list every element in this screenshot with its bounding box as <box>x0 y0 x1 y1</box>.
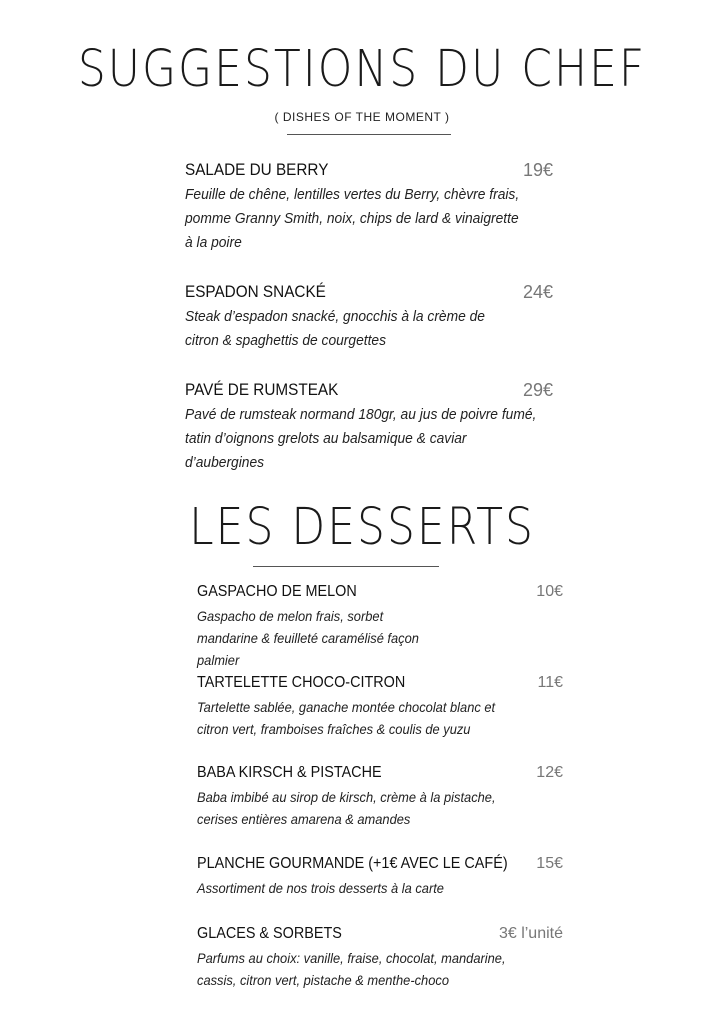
item-price: 12€ <box>536 764 563 781</box>
item-description: Parfums au choix: vanille, fraise, chocolat, mandarine, cassis, citron vert, pistache & menthe-choco <box>197 950 506 988</box>
item-description: Assortiment de nos trois desserts à la carte <box>197 880 444 896</box>
menu-item-salade <box>185 157 553 255</box>
item-description: Pavé de rumsteak normand 180gr, au jus de poivre fumé, tatin d’oignons grelots au balsamique & caviar d’aubergines <box>185 406 537 471</box>
section-title-suggestions: SUGGESTIONS DU CHEF <box>77 40 647 99</box>
menu-item-planche <box>197 851 563 899</box>
item-price: 29€ <box>522 380 553 400</box>
item-description: Tartelette sablée, ganache montée chocolat blanc et citron vert, framboises fraîches & coulis de yuzu <box>197 699 496 737</box>
item-price: 24€ <box>522 282 553 302</box>
item-price: 11€ <box>537 674 563 691</box>
item-name: PAVÉ DE RUMSTEAK <box>185 380 339 399</box>
item-price: 19€ <box>522 160 553 180</box>
item-description: Steak d’espadon snacké, gnocchis à la crème de citron & spaghettis de courgettes <box>185 308 485 349</box>
item-name: BABA KIRSCH & PISTACHE <box>197 764 382 781</box>
item-price: 10€ <box>536 583 563 600</box>
menu-item-baba <box>197 760 563 830</box>
item-name: ESPADON SNACKÉ <box>185 282 326 301</box>
item-name: GLACES & SORBETS <box>197 925 342 942</box>
divider <box>253 566 439 567</box>
item-description: Gaspacho de melon frais, sorbet mandarine & feuilleté caramélisé façon palmier <box>197 608 419 668</box>
divider <box>287 134 451 135</box>
item-price: 3€ l’unité <box>498 925 563 942</box>
item-description: Feuille de chêne, lentilles vertes du Berry, chèvre frais, pomme Granny Smith, noix, chips de lard & vinaigrette à la poire <box>185 186 520 251</box>
item-name: TARTELETTE CHOCO-CITRON <box>197 674 406 691</box>
section-title-desserts: LES DESSERTS <box>189 498 535 557</box>
item-description: Baba imbibé au sirop de kirsch, crème à la pistache, cerises entières amarena & amandes <box>197 789 496 827</box>
menu-item-gaspacho <box>197 579 563 671</box>
item-name: SALADE DU BERRY <box>185 160 329 179</box>
section-subtitle: ( DISHES OF THE MOMENT ) <box>274 110 450 124</box>
menu-item-tartelette <box>197 670 563 740</box>
item-name: PLANCHE GOURMANDE (+1€ AVEC LE CAFÉ) <box>197 855 508 872</box>
menu-item-rumsteak <box>185 377 553 475</box>
item-name: GASPACHO DE MELON <box>197 583 357 600</box>
menu-item-glaces <box>197 921 563 991</box>
menu-item-espadon <box>185 279 553 353</box>
item-price: 15€ <box>536 855 563 872</box>
